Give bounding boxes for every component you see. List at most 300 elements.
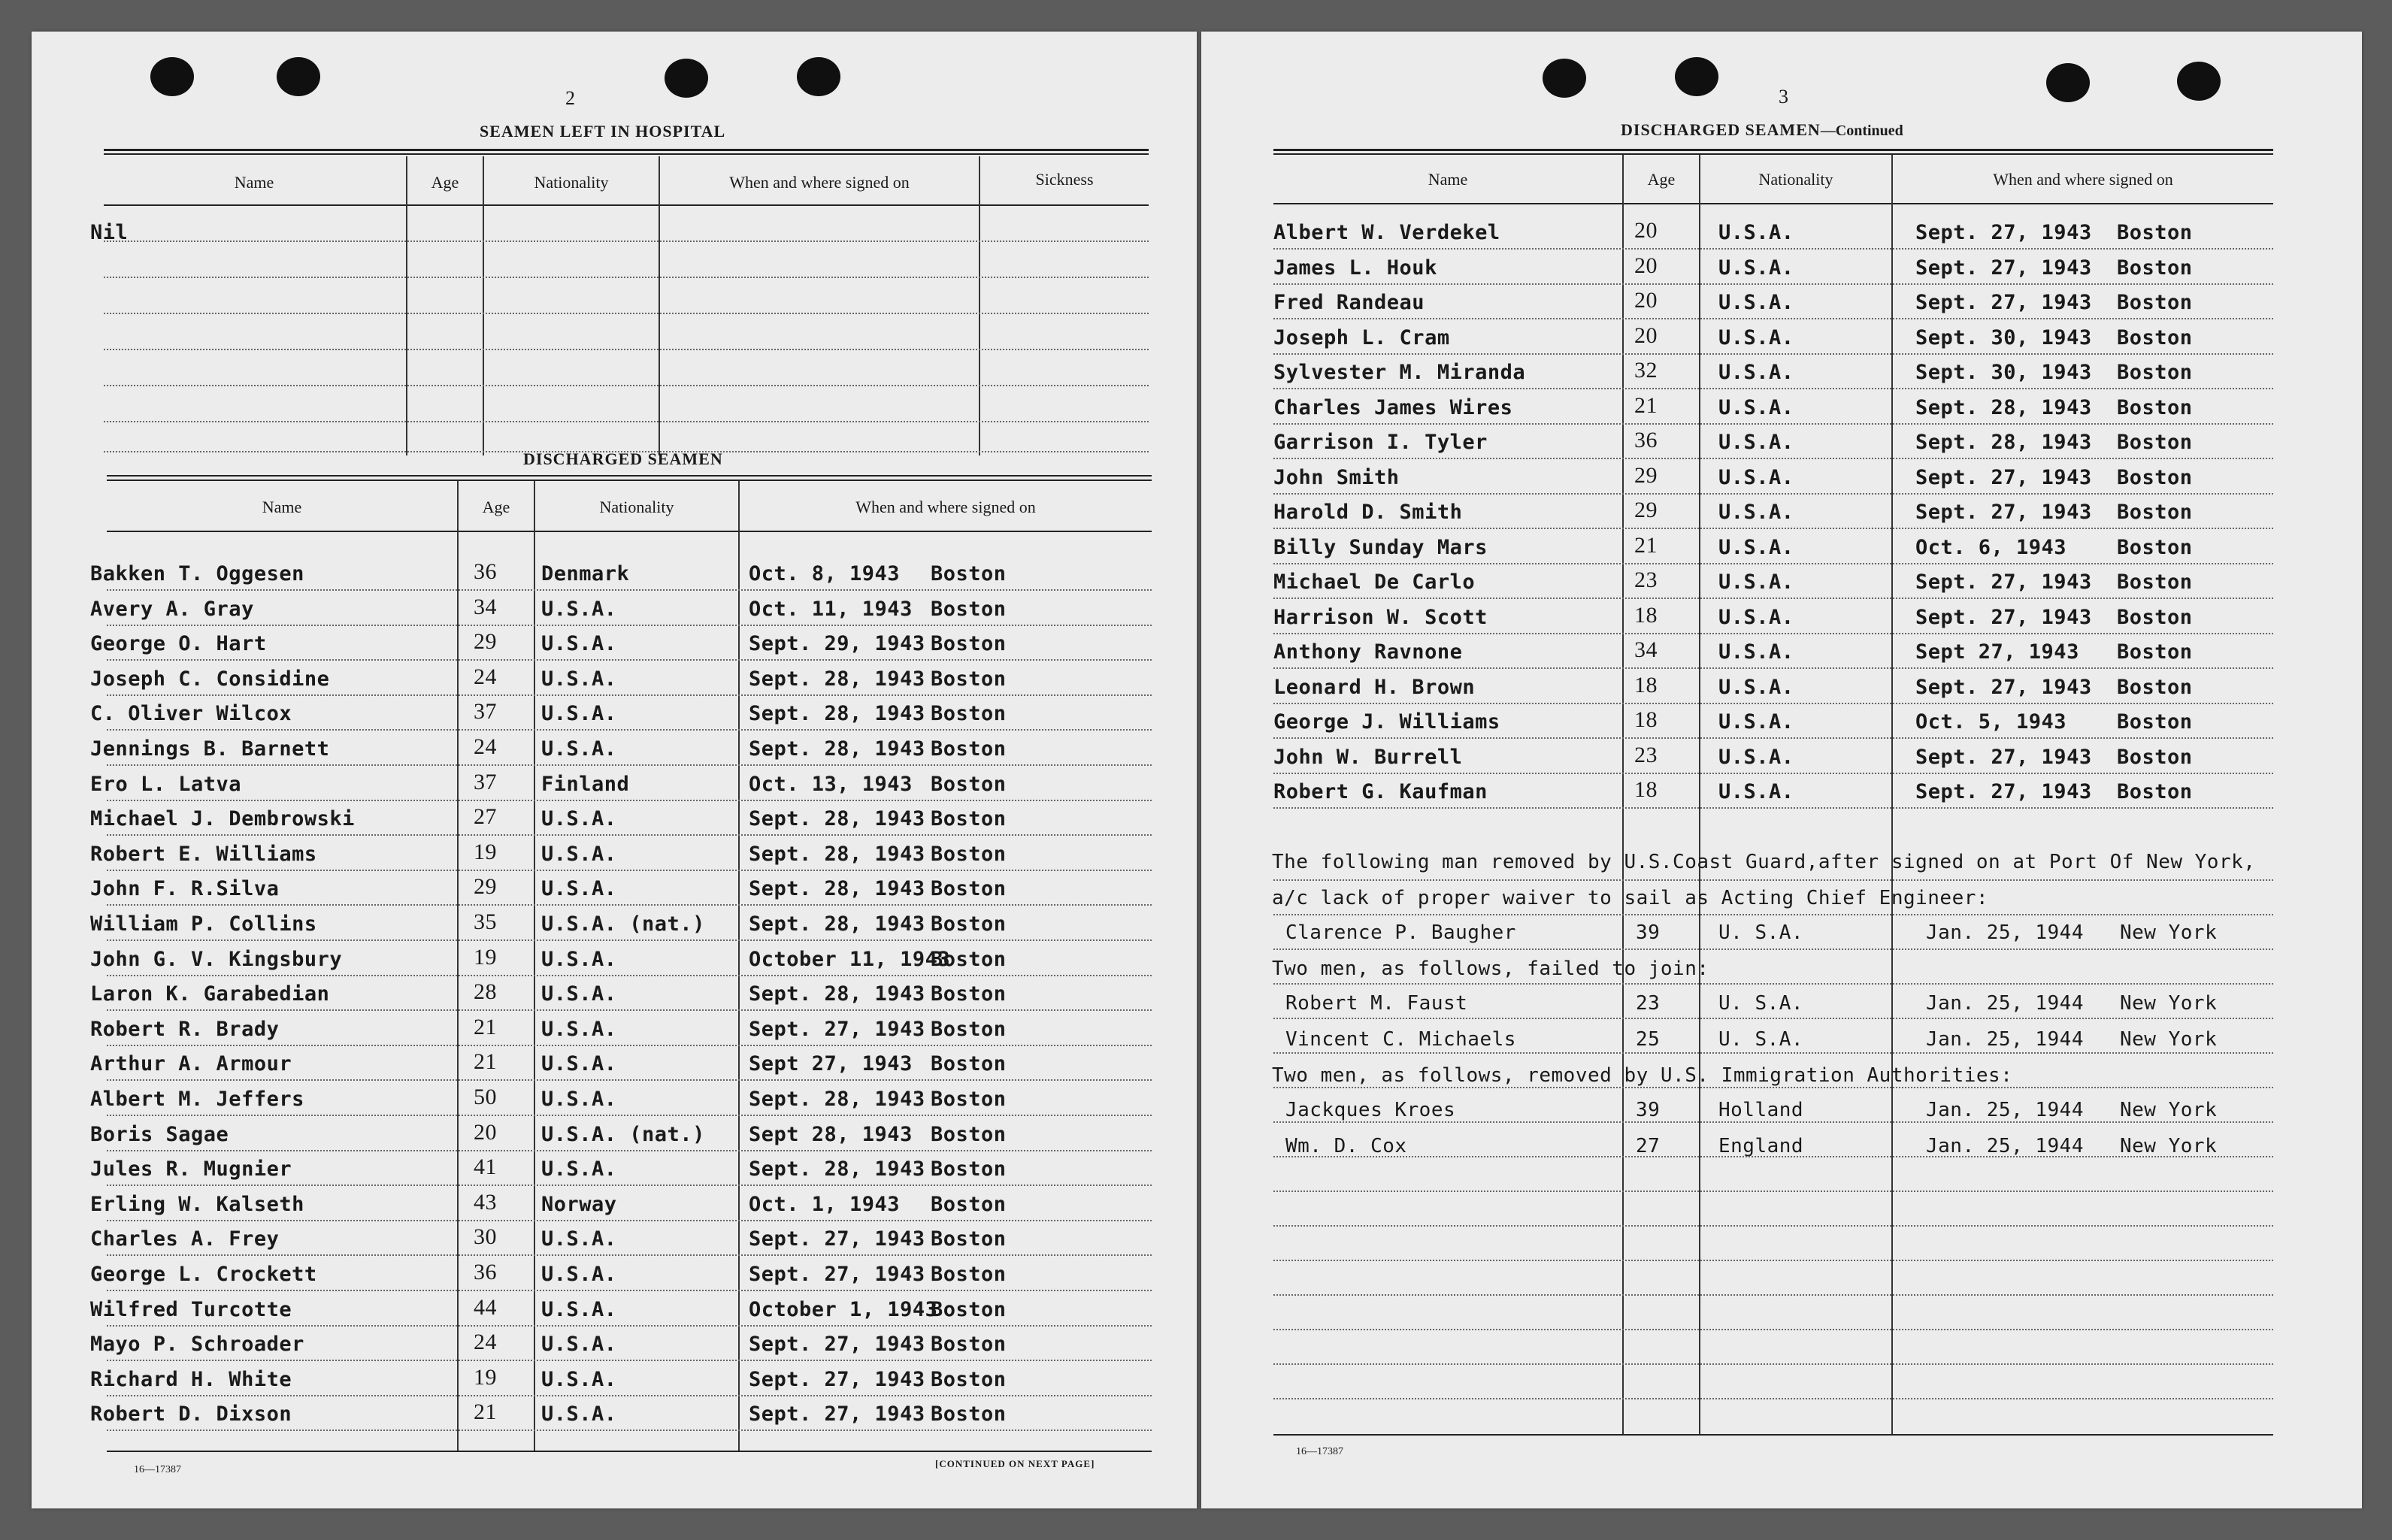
header-rule bbox=[1273, 203, 2273, 204]
row-line bbox=[1273, 1363, 2273, 1365]
row-line bbox=[1273, 528, 2273, 529]
row-line bbox=[107, 625, 1152, 626]
column-divider bbox=[979, 156, 980, 455]
row-nationality: U.S.A. bbox=[1718, 221, 1794, 244]
row-nationality: U.S.A. bbox=[1718, 256, 1794, 280]
row-name: Michael De Carlo bbox=[1273, 570, 1476, 594]
row-date: Sept. 27, 1943 bbox=[1915, 256, 2092, 280]
row-line bbox=[1273, 563, 2273, 564]
row-name: Bakken T. Oggesen bbox=[90, 562, 304, 585]
row-age: 39 bbox=[1636, 1099, 1661, 1121]
section-title-suffix: —Continued bbox=[1820, 123, 1903, 139]
row-date: Sept. 27, 1943 bbox=[1915, 676, 2092, 699]
table-top-rule bbox=[104, 153, 1149, 155]
row-name: Robert M. Faust bbox=[1285, 992, 1468, 1015]
row-date: Sept. 27, 1943 bbox=[1915, 291, 2092, 314]
row-line bbox=[1273, 458, 2273, 459]
row-age: 32 bbox=[1634, 358, 1658, 383]
row-name: Avery A. Gray bbox=[90, 598, 254, 621]
column-header-nationality: Nationality bbox=[534, 173, 609, 192]
row-port: Boston bbox=[2117, 676, 2193, 699]
row-port: Boston bbox=[2117, 501, 2193, 524]
row-name: Harrison W. Scott bbox=[1273, 606, 1488, 629]
row-date: Sept. 27, 1943 bbox=[1915, 606, 2092, 629]
row-nationality: U.S.A. bbox=[1718, 710, 1794, 734]
row-port: Boston bbox=[2117, 780, 2193, 803]
row-name: Charles A. Frey bbox=[90, 1227, 280, 1251]
row-name: Charles James Wires bbox=[1273, 396, 1513, 419]
row-name: Wm. D. Cox bbox=[1285, 1135, 1407, 1157]
row-age: 39 bbox=[1636, 921, 1661, 944]
section-title bbox=[1621, 120, 1903, 140]
row-line bbox=[1273, 983, 2273, 985]
note-failed-to-join: Two men, as follows, failed to join: bbox=[1272, 958, 1709, 980]
table-bottom-rule bbox=[1273, 1434, 2273, 1436]
row-port: Boston bbox=[931, 1018, 1007, 1041]
row-age: 21 bbox=[474, 1399, 497, 1424]
row-nationality: U.S.A. bbox=[541, 1088, 617, 1111]
row-line bbox=[107, 1220, 1152, 1221]
row-date: Oct. 11, 1943 bbox=[749, 598, 913, 621]
row-name: Albert W. Verdekel bbox=[1273, 221, 1500, 244]
row-age: 18 bbox=[1634, 603, 1658, 628]
row-line bbox=[107, 870, 1152, 871]
row-port: Boston bbox=[931, 667, 1007, 691]
row-port: New York bbox=[2120, 921, 2218, 944]
row-date: Jan. 25, 1944 bbox=[1926, 992, 2084, 1015]
row-age: 20 bbox=[474, 1120, 497, 1145]
row-date: Oct. 5, 1943 bbox=[1915, 710, 2067, 734]
row-port: Boston bbox=[2117, 361, 2193, 384]
row-line bbox=[107, 694, 1152, 696]
column-header-nationality: Nationality bbox=[1758, 170, 1833, 189]
row-date: Sept. 28, 1943 bbox=[1915, 431, 2092, 454]
row-age: 23 bbox=[1634, 567, 1658, 592]
row-date: Sept. 28, 1943 bbox=[749, 843, 925, 866]
row-nationality: England bbox=[1718, 1135, 1804, 1157]
row-port: Boston bbox=[931, 702, 1007, 725]
row-age: 30 bbox=[474, 1224, 497, 1249]
column-header-nationality: Nationality bbox=[599, 498, 674, 516]
row-line bbox=[1273, 1087, 2273, 1088]
row-port: Boston bbox=[2117, 466, 2193, 489]
row-age: 37 bbox=[474, 699, 497, 724]
row-name: Joseph L. Cram bbox=[1273, 326, 1450, 349]
row-port: Boston bbox=[931, 1088, 1007, 1111]
row-name: Boris Sagae bbox=[90, 1123, 229, 1146]
row-line bbox=[107, 834, 1152, 836]
row-date: Sept. 28, 1943 bbox=[749, 737, 925, 761]
row-port: Boston bbox=[2117, 256, 2193, 280]
row-age: 21 bbox=[1634, 393, 1658, 418]
row-line bbox=[1273, 1156, 2273, 1157]
column-header-signed-on: When and where signed on bbox=[729, 173, 910, 192]
row-line bbox=[107, 729, 1152, 731]
row-date: Sept. 27, 1943 bbox=[749, 1263, 925, 1286]
row-age: 23 bbox=[1634, 743, 1658, 767]
column-header-age: Age bbox=[1647, 170, 1676, 189]
row-nationality: U.S.A. bbox=[541, 667, 617, 691]
note-coast-guard-line1: The following man removed by U.S.Coast Guard,after signed on at Port Of New York, bbox=[1272, 851, 2256, 873]
row-line bbox=[1273, 318, 2273, 319]
row-age: 41 bbox=[474, 1154, 497, 1179]
row-age: 34 bbox=[474, 595, 497, 619]
column-header-name: Name bbox=[234, 173, 274, 192]
row-port: Boston bbox=[931, 737, 1007, 761]
row-date: Sept. 28, 1943 bbox=[1915, 396, 2092, 419]
row-name: Ero L. Latva bbox=[90, 773, 242, 796]
row-port: Boston bbox=[931, 912, 1007, 936]
row-date: Jan. 25, 1944 bbox=[1926, 921, 2084, 944]
row-port: Boston bbox=[931, 948, 1007, 971]
row-age: 29 bbox=[1634, 463, 1658, 488]
row-nationality: U.S.A. bbox=[541, 1402, 617, 1426]
row-port: New York bbox=[2120, 1028, 2218, 1051]
row-date: Sept. 30, 1943 bbox=[1915, 326, 2092, 349]
row-nationality: U.S.A. bbox=[541, 948, 617, 971]
row-name: Erling W. Kalseth bbox=[90, 1193, 304, 1216]
section-title-main: DISCHARGED SEAMEN bbox=[1621, 120, 1821, 139]
row-line bbox=[1273, 1225, 2273, 1227]
row-age: 21 bbox=[1634, 533, 1658, 558]
row-date: Jan. 25, 1944 bbox=[1926, 1099, 2084, 1121]
column-divider bbox=[406, 156, 407, 455]
row-date: Jan. 25, 1944 bbox=[1926, 1135, 2084, 1157]
row-port: Boston bbox=[931, 1368, 1007, 1391]
row-nationality: U.S.A. bbox=[541, 982, 617, 1006]
column-header-sickness: Sickness bbox=[1035, 170, 1094, 189]
row-age: 24 bbox=[474, 734, 497, 759]
row-age: 28 bbox=[474, 979, 497, 1004]
row-age: 37 bbox=[474, 770, 497, 794]
row-nationality: U.S.A. bbox=[1718, 466, 1794, 489]
row-nationality: Holland bbox=[1718, 1099, 1804, 1121]
punch-hole bbox=[2177, 62, 2221, 101]
row-name: Vincent C. Michaels bbox=[1285, 1028, 1516, 1051]
row-nationality: U.S.A. bbox=[1718, 396, 1794, 419]
right-page bbox=[1201, 32, 2362, 1508]
left-page bbox=[32, 32, 1197, 1508]
row-date: Jan. 25, 1944 bbox=[1926, 1028, 2084, 1051]
row-name: Anthony Ravnone bbox=[1273, 640, 1463, 664]
row-port: Boston bbox=[931, 1298, 1007, 1321]
row-name: John W. Burrell bbox=[1273, 746, 1463, 769]
row-line bbox=[107, 1079, 1152, 1081]
row-name: Billy Sunday Mars bbox=[1273, 536, 1488, 559]
continued-note: [CONTINUED ON NEXT PAGE] bbox=[935, 1458, 1095, 1469]
table-top-rule bbox=[1273, 153, 2273, 155]
row-line bbox=[107, 1290, 1152, 1291]
column-divider bbox=[659, 156, 660, 455]
row-age: 20 bbox=[1634, 323, 1658, 348]
row-name: Clarence P. Baugher bbox=[1285, 921, 1516, 944]
form-number: 16—17387 bbox=[1296, 1446, 1343, 1457]
row-nationality: U.S.A. bbox=[541, 702, 617, 725]
row-line bbox=[1273, 388, 2273, 389]
row-port: Boston bbox=[931, 1227, 1007, 1251]
row-name: William P. Collins bbox=[90, 912, 317, 936]
row-name: Mayo P. Schroader bbox=[90, 1333, 304, 1356]
row-age: 36 bbox=[1634, 428, 1658, 452]
row-line bbox=[1273, 248, 2273, 250]
row-line bbox=[1273, 879, 2273, 881]
row-date: Sept. 28, 1943 bbox=[749, 1088, 925, 1111]
row-name: Wilfred Turcotte bbox=[90, 1298, 292, 1321]
row-age: 24 bbox=[474, 1330, 497, 1354]
row-age: 36 bbox=[474, 1260, 497, 1284]
row-nationality: U. S.A. bbox=[1718, 992, 1804, 1015]
column-divider bbox=[1699, 155, 1700, 1436]
page-number: 2 bbox=[565, 87, 575, 109]
row-date: October 11, 1943 bbox=[749, 948, 951, 971]
row-line bbox=[107, 1115, 1152, 1116]
row-nationality: U.S.A. bbox=[541, 1333, 617, 1356]
row-line bbox=[107, 659, 1152, 661]
row-port: Boston bbox=[2117, 710, 2193, 734]
row-line bbox=[1273, 493, 2273, 495]
table-top-rule bbox=[1273, 149, 2273, 151]
row-line bbox=[1273, 1121, 2273, 1123]
row-date: Sept. 27, 1943 bbox=[749, 1402, 925, 1426]
row-nationality: Finland bbox=[541, 773, 630, 796]
punch-hole bbox=[150, 57, 194, 96]
row-date: Sept. 27, 1943 bbox=[749, 1227, 925, 1251]
row-age: 24 bbox=[474, 664, 497, 689]
row-port: Boston bbox=[2117, 570, 2193, 594]
row-port: Boston bbox=[2117, 746, 2193, 769]
row-date: Oct. 1, 1943 bbox=[749, 1193, 901, 1216]
row-nationality: U.S.A. bbox=[1718, 676, 1794, 699]
row-nationality: U.S.A. bbox=[541, 1368, 617, 1391]
row-date: Sept. 27, 1943 bbox=[749, 1333, 925, 1356]
row-nationality: U.S.A. bbox=[541, 1052, 617, 1076]
row-nationality: U. S.A. bbox=[1718, 1028, 1804, 1051]
row-line bbox=[107, 764, 1152, 766]
row-date: Sept. 28, 1943 bbox=[749, 877, 925, 900]
table-top-rule bbox=[107, 475, 1152, 477]
row-nationality: U.S.A. bbox=[1718, 501, 1794, 524]
row-line bbox=[1273, 1329, 2273, 1330]
row-line bbox=[107, 1009, 1152, 1011]
note-immigration: Two men, as follows, removed by U.S. Immigration Authorities: bbox=[1272, 1064, 2013, 1087]
row-age: 18 bbox=[1634, 777, 1658, 802]
row-port: Boston bbox=[931, 1193, 1007, 1216]
row-age: 29 bbox=[1634, 498, 1658, 522]
row-line bbox=[104, 385, 1149, 386]
row-port: Boston bbox=[931, 598, 1007, 621]
row-nationality: U.S.A. bbox=[541, 1157, 617, 1181]
discharged-section-title: DISCHARGED SEAMEN bbox=[523, 449, 723, 468]
row-nationality: U.S.A. bbox=[541, 1227, 617, 1251]
row-line bbox=[107, 589, 1152, 591]
row-nationality: U.S.A. bbox=[541, 632, 617, 655]
row-name: Arthur A. Armour bbox=[90, 1052, 292, 1076]
table-top-rule bbox=[104, 149, 1149, 151]
row-nationality: U.S.A. bbox=[541, 807, 617, 831]
row-port: Boston bbox=[2117, 431, 2193, 454]
column-header-name: Name bbox=[1428, 170, 1468, 189]
row-port: New York bbox=[2120, 1099, 2218, 1121]
row-port: Boston bbox=[2117, 606, 2193, 629]
row-age: 18 bbox=[1634, 673, 1658, 697]
row-line bbox=[1273, 1398, 2273, 1399]
row-age: 29 bbox=[474, 629, 497, 654]
row-name: Garrison I. Tyler bbox=[1273, 431, 1488, 454]
row-name: George O. Hart bbox=[90, 632, 267, 655]
row-date: Oct. 8, 1943 bbox=[749, 562, 901, 585]
row-name: George J. Williams bbox=[1273, 710, 1500, 734]
row-age: 20 bbox=[1634, 253, 1658, 278]
row-name: Fred Randeau bbox=[1273, 291, 1425, 314]
punch-hole bbox=[2046, 63, 2090, 102]
row-port: Boston bbox=[931, 1333, 1007, 1356]
row-date: Sept. 28, 1943 bbox=[749, 982, 925, 1006]
row-age: 19 bbox=[474, 945, 497, 970]
column-divider bbox=[1891, 155, 1893, 1436]
row-age: 21 bbox=[474, 1049, 497, 1074]
row-date: Sept. 27, 1943 bbox=[749, 1018, 925, 1041]
row-line bbox=[1273, 737, 2273, 739]
row-nationality: U.S.A. bbox=[1718, 431, 1794, 454]
row-port: Boston bbox=[931, 1263, 1007, 1286]
row-name: Robert R. Brady bbox=[90, 1018, 280, 1041]
row-port: Boston bbox=[931, 1157, 1007, 1181]
row-nationality: U. S.A. bbox=[1718, 921, 1804, 944]
row-line bbox=[107, 1184, 1152, 1186]
row-line bbox=[1273, 949, 2273, 950]
row-nationality: U.S.A. bbox=[541, 737, 617, 761]
row-date: Sept. 28, 1943 bbox=[749, 1157, 925, 1181]
row-line bbox=[107, 975, 1152, 976]
row-line bbox=[1273, 667, 2273, 669]
column-divider bbox=[1622, 155, 1624, 1436]
row-name: Joseph C. Considine bbox=[90, 667, 330, 691]
row-nationality: U.S.A. bbox=[1718, 361, 1794, 384]
row-date: Sept. 28, 1943 bbox=[749, 702, 925, 725]
row-nationality: U.S.A. bbox=[1718, 326, 1794, 349]
punch-hole bbox=[1675, 57, 1718, 96]
row-nationality: U.S.A. bbox=[541, 1018, 617, 1041]
row-name: Robert E. Williams bbox=[90, 843, 317, 866]
row-nationality: U.S.A. bbox=[1718, 640, 1794, 664]
row-date: Oct. 13, 1943 bbox=[749, 773, 913, 796]
row-age: 18 bbox=[1634, 707, 1658, 732]
row-date: Sept 27, 1943 bbox=[1915, 640, 2079, 664]
row-date: Sept. 30, 1943 bbox=[1915, 361, 2092, 384]
row-nationality: U.S.A. (nat.) bbox=[541, 912, 705, 936]
row-age: 35 bbox=[474, 909, 497, 934]
row-name: John Smith bbox=[1273, 466, 1400, 489]
row-port: Boston bbox=[2117, 536, 2193, 559]
row-port: Boston bbox=[931, 1123, 1007, 1146]
row-age: 34 bbox=[1634, 637, 1658, 662]
row-age: 50 bbox=[474, 1085, 497, 1109]
column-header-signed-on: When and where signed on bbox=[1993, 170, 2173, 189]
row-nationality: U.S.A. bbox=[541, 598, 617, 621]
row-age: 20 bbox=[1634, 218, 1658, 243]
row-name: John G. V. Kingsbury bbox=[90, 948, 343, 971]
row-port: Boston bbox=[931, 773, 1007, 796]
row-name: Harold D. Smith bbox=[1273, 501, 1463, 524]
row-name: Robert G. Kaufman bbox=[1273, 780, 1488, 803]
row-port: Boston bbox=[931, 632, 1007, 655]
punch-hole bbox=[277, 57, 320, 96]
row-line bbox=[107, 1254, 1152, 1256]
row-line bbox=[107, 1360, 1152, 1361]
row-nationality: U.S.A. bbox=[1718, 746, 1794, 769]
row-name: Michael J. Dembrowski bbox=[90, 807, 355, 831]
row-age: 27 bbox=[1636, 1135, 1661, 1157]
row-name: Robert D. Dixson bbox=[90, 1402, 292, 1426]
header-rule bbox=[107, 531, 1152, 532]
row-line bbox=[1273, 353, 2273, 355]
row-nationality: U.S.A. bbox=[1718, 780, 1794, 803]
row-port: New York bbox=[2120, 992, 2218, 1015]
row-port: Boston bbox=[931, 807, 1007, 831]
header-rule bbox=[104, 204, 1149, 206]
row-port: Boston bbox=[931, 843, 1007, 866]
row-name: John F. R.Silva bbox=[90, 877, 280, 900]
row-line bbox=[1273, 1018, 2273, 1019]
row-nationality: U.S.A. bbox=[1718, 291, 1794, 314]
row-line bbox=[1273, 1191, 2273, 1192]
row-name: James L. Houk bbox=[1273, 256, 1437, 280]
row-line bbox=[104, 277, 1149, 278]
row-name: Richard H. White bbox=[90, 1368, 292, 1391]
row-line bbox=[107, 1325, 1152, 1327]
hospital-entry: Nil bbox=[90, 221, 129, 244]
row-line bbox=[107, 1150, 1152, 1151]
row-date: Sept. 28, 1943 bbox=[749, 667, 925, 691]
row-date: Sept. 28, 1943 bbox=[749, 807, 925, 831]
row-age: 44 bbox=[474, 1295, 497, 1320]
row-date: Sept. 27, 1943 bbox=[1915, 221, 2092, 244]
row-age: 21 bbox=[474, 1015, 497, 1039]
row-port: Boston bbox=[2117, 291, 2193, 314]
row-age: 25 bbox=[1636, 1028, 1661, 1051]
punch-hole bbox=[665, 59, 708, 98]
row-port: Boston bbox=[2117, 396, 2193, 419]
row-line bbox=[1273, 773, 2273, 774]
column-header-signed-on: When and where signed on bbox=[855, 498, 1036, 516]
column-divider bbox=[483, 156, 484, 455]
row-name: Sylvester M. Miranda bbox=[1273, 361, 1526, 384]
row-name: Leonard H. Brown bbox=[1273, 676, 1476, 699]
row-nationality: Norway bbox=[541, 1193, 617, 1216]
row-nationality: U.S.A. bbox=[541, 1298, 617, 1321]
punch-hole bbox=[1543, 59, 1586, 98]
row-age: 19 bbox=[474, 1365, 497, 1390]
row-line bbox=[107, 904, 1152, 906]
hospital-section-title: SEAMEN LEFT IN HOSPITAL bbox=[480, 122, 726, 141]
row-port: Boston bbox=[2117, 221, 2193, 244]
row-line bbox=[1273, 283, 2273, 285]
row-nationality: U.S.A. bbox=[541, 1263, 617, 1286]
row-date: Sept. 27, 1943 bbox=[1915, 501, 2092, 524]
row-name: George L. Crockett bbox=[90, 1263, 317, 1286]
column-header-name: Name bbox=[262, 498, 302, 516]
row-age: 27 bbox=[474, 804, 497, 829]
row-port: Boston bbox=[2117, 326, 2193, 349]
row-line bbox=[107, 1430, 1152, 1431]
row-age: 19 bbox=[474, 840, 497, 864]
row-line bbox=[104, 421, 1149, 422]
row-date: Sept. 29, 1943 bbox=[749, 632, 925, 655]
row-nationality: U.S.A. bbox=[1718, 606, 1794, 629]
row-date: Sept. 27, 1943 bbox=[1915, 746, 2092, 769]
row-line bbox=[1273, 423, 2273, 425]
row-port: New York bbox=[2120, 1135, 2218, 1157]
